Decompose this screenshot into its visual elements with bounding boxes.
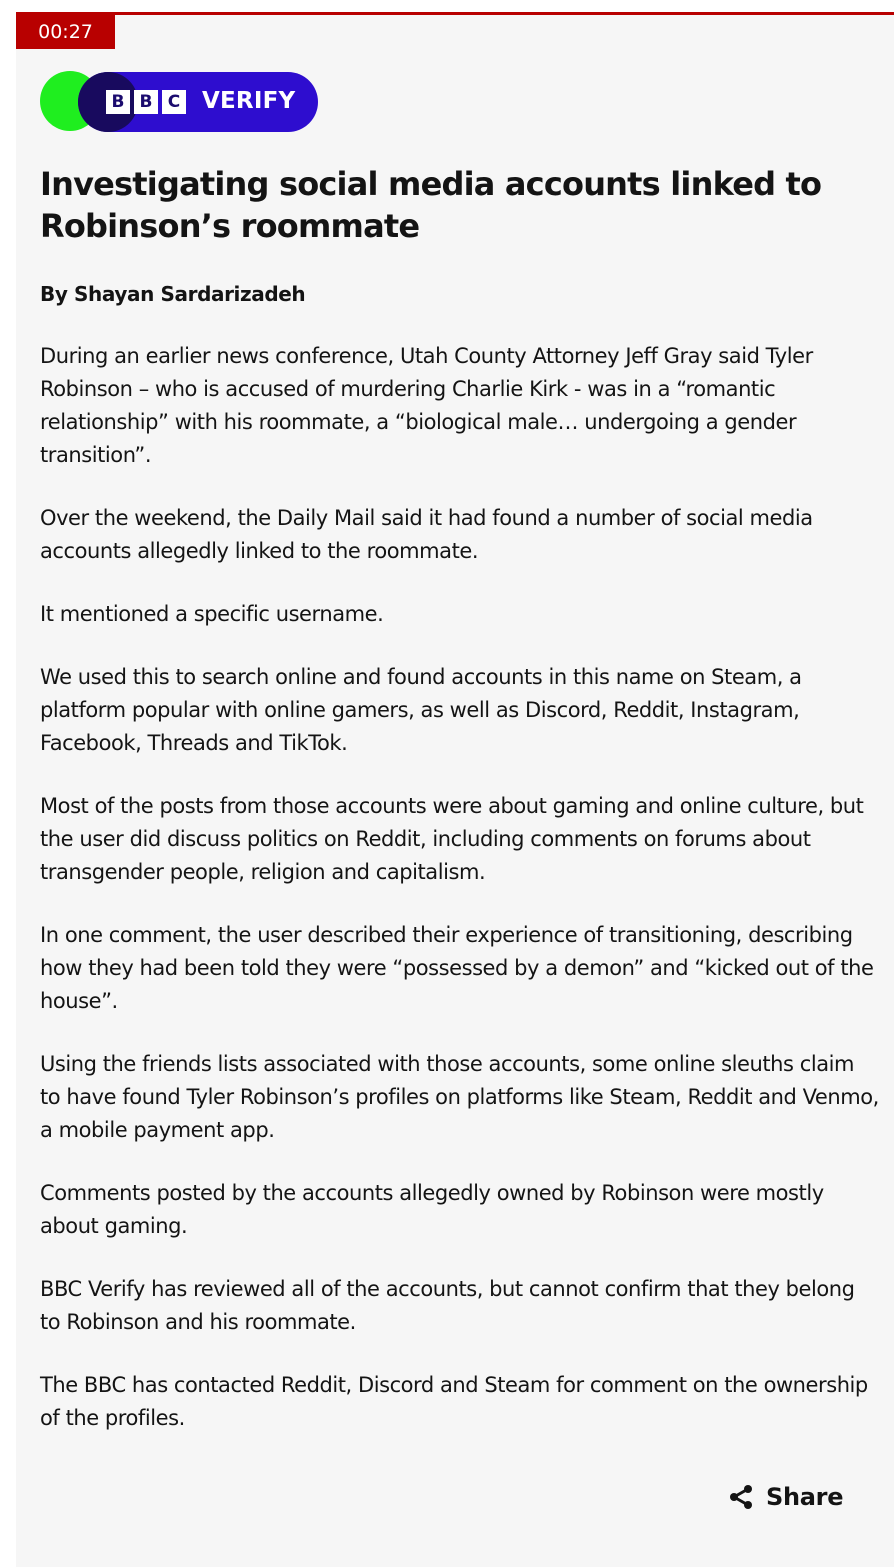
post-paragraph: In one comment, the user described their experience of transitioning, describing how they had been told they were “possessed by a demon” and “kicked out of the house”.	[40, 923, 874, 1013]
bbc-letter-b1: B	[106, 90, 130, 114]
post-byline: By Shayan Sardarizadeh	[40, 282, 306, 306]
post-paragraph: It mentioned a specific username.	[40, 602, 384, 626]
live-post	[16, 12, 894, 1567]
bbc-letter-b2: B	[134, 90, 158, 114]
post-paragraph: Using the friends lists associated with those accounts, some online sleuths claim to have found Tyler Robinson’s profiles on platforms like Steam, Reddit and Venmo, a mobile payment app.	[40, 1052, 879, 1142]
share-button[interactable]	[728, 1477, 843, 1517]
post-timestamp: 00:27	[16, 15, 115, 49]
post-paragraph: Over the weekend, the Daily Mail said it had found a number of social media accounts allegedly linked to the roommate.	[40, 506, 813, 563]
share-icon	[728, 1484, 754, 1510]
post-paragraph: The BBC has contacted Reddit, Discord and Steam for comment on the ownership of the profiles.	[40, 1373, 868, 1430]
bbc-letter-c: C	[162, 90, 186, 114]
bbc-letter-blocks	[106, 90, 186, 114]
post-paragraph: BBC Verify has reviewed all of the accounts, but cannot confirm that they belong to Robinson and his roommate.	[40, 1277, 855, 1334]
post-paragraph: During an earlier news conference, Utah County Attorney Jeff Gray said Tyler Robinson – who is accused of murdering Charlie Kirk - was in a “romantic relationship” with his roommate, a “biological male… undergoing a gender transition”.	[40, 344, 813, 467]
post-paragraph: Comments posted by the accounts allegedly owned by Robinson were mostly about gaming.	[40, 1181, 824, 1238]
bbc-verify-logo	[40, 70, 320, 132]
post-body	[40, 340, 880, 1465]
post-headline: Investigating social media accounts linked to Robinson’s roommate	[40, 165, 822, 245]
post-paragraph: Most of the posts from those accounts were about gaming and online culture, but the user did discuss politics on Reddit, including comments on forums about transgender people, religion and capitalism.	[40, 794, 864, 884]
post-paragraph: We used this to search online and found accounts in this name on Steam, a platform popular with online gamers, as well as Discord, Reddit, Instagram, Facebook, Threads and TikTok.	[40, 665, 802, 755]
verify-logo-label: VERIFY	[202, 88, 296, 114]
share-label: Share	[766, 1483, 844, 1511]
